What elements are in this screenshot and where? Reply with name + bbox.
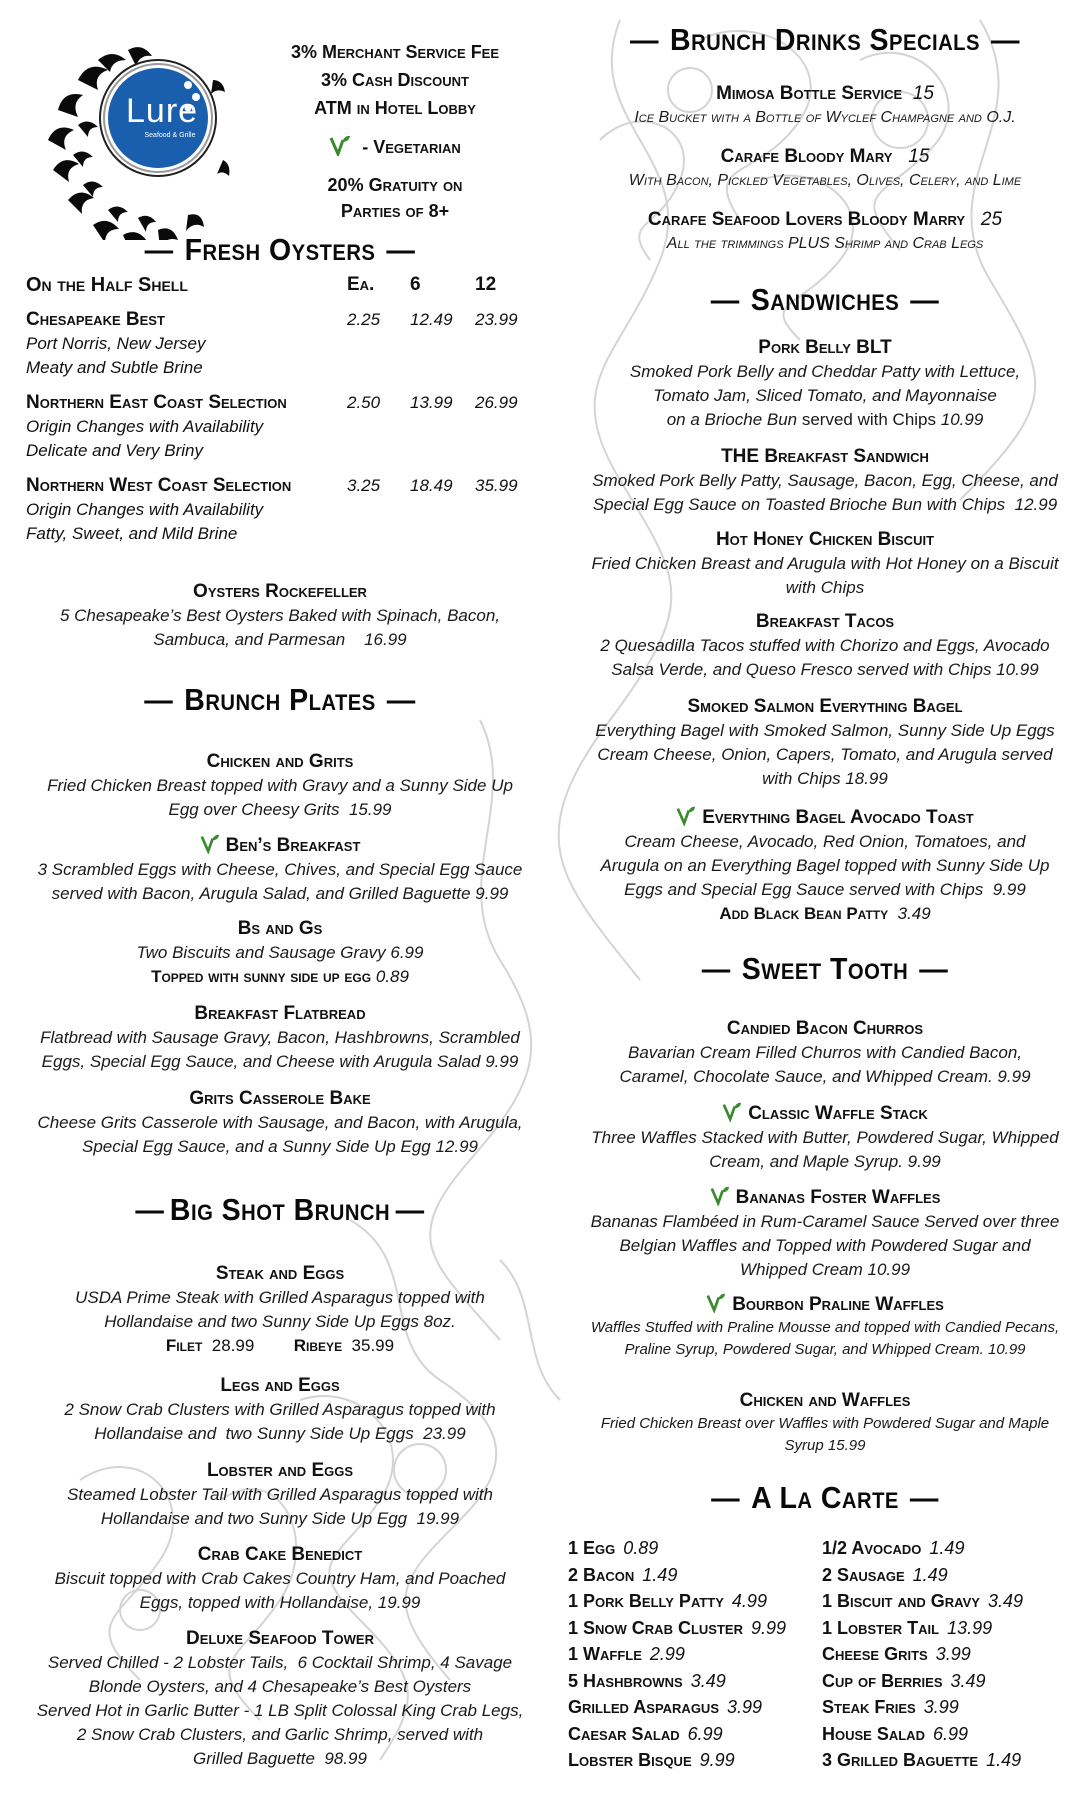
menu-item (10, 1002, 550, 1074)
item-price: 3.49 (950, 1670, 986, 1691)
a-la-carte-item (568, 1747, 786, 1774)
a-la-carte-item (568, 1615, 786, 1642)
restaurant-logo (38, 40, 238, 240)
item-name: Cup of Berries (822, 1670, 943, 1691)
item-price: 15 (908, 146, 930, 167)
item-name: Deluxe Seafood Tower (186, 1628, 374, 1649)
item-desc: Three Waffles Stacked with Butter, Powdered Sugar, Whipped (591, 1128, 1059, 1147)
gratuity-notice-line2: Parties of 8+ (340, 201, 450, 221)
item-desc: Special Egg Sauce, and a Sunny Side Up Egg 12.99 (81, 1137, 478, 1156)
section-title-text: Big Shot Brunch (169, 1192, 391, 1227)
item-price: 6.99 (687, 1723, 723, 1744)
item-name: 1 Egg (568, 1538, 616, 1558)
section-title-fresh-oysters (22, 232, 537, 268)
item-name: Carafe Bloody Mary (720, 146, 893, 167)
item-price: 3.49 (987, 1591, 1023, 1611)
item-name: Chicken and Grits (206, 751, 354, 772)
item-name: Lobster Bisque (568, 1750, 692, 1770)
menu-item (560, 1389, 1090, 1457)
vegetarian-icon (200, 832, 220, 854)
item-desc: Blonde Oysters, and 4 Chesapeake’s Best Oysters (88, 1677, 472, 1696)
item-price: 3.99 (935, 1644, 971, 1664)
section-title-brunch-plates (22, 682, 537, 718)
dash: — (144, 682, 174, 717)
option-price: 28.99 (211, 1336, 255, 1355)
section-title-sweet-tooth (581, 951, 1069, 987)
dash: — (144, 232, 174, 267)
item-price: 1.49 (929, 1538, 965, 1558)
item-name: House Salad (822, 1723, 925, 1744)
item-price: 2.99 (649, 1644, 685, 1664)
notices (250, 40, 540, 223)
option-price: 35.99 (351, 1336, 395, 1355)
item-desc: Praline Syrup, Powdered Sugar, and Whipped Cream. 10.99 (624, 1341, 1026, 1358)
atm-notice: ATM in Hotel Lobby (314, 98, 476, 118)
a-la-carte-item (822, 1562, 1023, 1589)
item-desc: All the trimmings PLUS Shrimp and Crab Legs (666, 235, 984, 252)
oyster-header-twelve: 12 (475, 274, 497, 295)
oyster-table-header (26, 273, 546, 297)
oyster-price-each: 2.25 (347, 310, 381, 329)
item-price: 9.99 (750, 1617, 786, 1638)
item-name-row (570, 82, 1080, 106)
item-name: 3 Grilled Baguette (822, 1750, 979, 1770)
item-desc: with Chips (785, 578, 865, 597)
item-desc: Caramel, Chocolate Sauce, and Whipped Cream. 9.99 (619, 1067, 1031, 1086)
dash: — (386, 682, 416, 717)
item-price: 10.99 (936, 410, 984, 429)
oyster-flavor: Delicate and Very Briny (26, 441, 204, 460)
oyster-price-each: 3.25 (347, 476, 381, 495)
item-name: Legs and Eggs (220, 1375, 340, 1396)
item-price: 0.89 (623, 1538, 659, 1558)
item-name: 5 Hashbrowns (568, 1670, 683, 1691)
menu-item (10, 1543, 550, 1615)
dash: — (991, 22, 1020, 57)
item-desc: Hollandaise and two Sunny Side Up Eggs 23.99 (94, 1424, 466, 1443)
item-name: Grits Casserole Bake (189, 1088, 371, 1109)
section-title-sandwiches (581, 282, 1069, 318)
item-desc: 5 Chesapeake’s Best Oysters Baked with Spinach, Bacon, (59, 606, 501, 625)
dash: — (909, 1480, 939, 1515)
item-name: 1 Pork Belly Patty (568, 1591, 724, 1611)
item-desc: served with Bacon, Arugula Salad, and Grilled Baguette 9.99 (51, 884, 509, 903)
item-name: 1 Snow Crab Cluster (568, 1617, 743, 1638)
item-name-row (570, 208, 1080, 232)
item-name: Bananas Foster Waffles (735, 1187, 941, 1208)
a-la-carte-item (822, 1588, 1023, 1615)
item-desc: Fried Chicken Breast and Arugula with Hot Honey on a Biscuit (591, 554, 1059, 573)
a-la-carte-item (568, 1721, 786, 1748)
a-la-carte-item (822, 1747, 1023, 1774)
dash: — (711, 1480, 741, 1515)
oyster-row (26, 308, 546, 380)
item-price: 3.99 (923, 1697, 959, 1717)
oyster-name: Chesapeake Best (26, 309, 165, 330)
a-la-carte-right-list (822, 1535, 1023, 1774)
option-label: Filet (165, 1336, 203, 1355)
item-name: Breakfast Tacos (755, 611, 895, 632)
item-price: 9.99 (699, 1750, 735, 1770)
item-name-row (560, 1291, 1090, 1317)
section-title-text: Fresh Oysters (184, 232, 376, 267)
item-name: Carafe Seafood Lovers Bloody Marry (647, 209, 966, 230)
oyster-row (26, 474, 546, 546)
item-desc: Arugula on an Everything Bagel topped with Sunny Side Up (600, 856, 1050, 875)
menu-item (10, 1374, 550, 1446)
item-desc: Flatbread with Sausage Gravy, Bacon, Hashbrowns, Scrambled (40, 1028, 520, 1047)
item-name: Smoked Salmon Everything Bagel (687, 696, 963, 717)
oyster-name: Northern West Coast Selection (26, 475, 292, 496)
a-la-carte-item (822, 1615, 1023, 1642)
item-desc: 2 Snow Crab Clusters, and Garlic Shrimp, served with (76, 1725, 484, 1744)
veg-legend-text: - Vegetarian (362, 137, 461, 157)
item-desc: Cream Cheese, Avocado, Red Onion, Tomatoes, and (624, 832, 1026, 851)
item-desc: Fried Chicken Breast over Waffles with Powdered Sugar and Maple (600, 1415, 1050, 1432)
logo-text: Lure (126, 92, 199, 130)
item-desc: Syrup 15.99 (784, 1437, 866, 1454)
oyster-origin: Origin Changes with Availability (26, 500, 264, 519)
item-desc: Smoked Pork Belly and Cheddar Patty with Lettuce, (629, 362, 1021, 381)
item-desc: 2 Quesadilla Tacos stuffed with Chorizo and Eggs, Avocado (600, 636, 1050, 655)
item-price: 3.49 (690, 1670, 726, 1691)
item-desc: USDA Prime Steak with Grilled Asparagus topped with (75, 1288, 485, 1307)
oyster-price-twelve: 35.99 (475, 476, 518, 495)
item-desc: Cream, and Maple Syrup. 9.99 (709, 1152, 941, 1171)
item-desc: Cheese Grits Casserole with Sausage, and Bacon, with Arugula, (37, 1113, 523, 1132)
dash: — (701, 951, 731, 986)
oyster-price-twelve: 26.99 (475, 393, 518, 412)
item-options (10, 1334, 550, 1358)
vegetarian-icon (676, 804, 696, 826)
menu-item (10, 750, 550, 822)
item-name: Bs and Gs (237, 918, 323, 939)
menu-item (570, 445, 1080, 517)
item-desc: Hollandaise and two Sunny Side Up Egg 19.99 (100, 1509, 460, 1528)
item-name-row (570, 1184, 1080, 1210)
item-name: Oysters Rockefeller (193, 581, 367, 602)
oyster-price-six: 13.99 (410, 393, 453, 412)
option-label: Ribeye (293, 1336, 343, 1355)
vegetarian-icon (722, 1100, 742, 1122)
a-la-carte-item (568, 1588, 786, 1615)
a-la-carte-item (822, 1641, 1023, 1668)
drink-item (570, 145, 1080, 193)
a-la-carte-item (822, 1721, 1023, 1748)
section-title-text: Sweet Tooth (741, 951, 909, 986)
menu-item (570, 610, 1080, 682)
item-name: 1 Biscuit and Gravy (822, 1591, 980, 1611)
dash: — (910, 282, 940, 317)
veg-legend (250, 134, 540, 159)
item-desc-last (570, 408, 1080, 432)
oyster-price-each: 2.50 (347, 393, 381, 412)
desc-part: served with Chips (797, 410, 937, 429)
item-price: 13.99 (947, 1617, 993, 1638)
item-desc: Served Hot in Garlic Butter - 1 LB Split Colossal King Crab Legs, (36, 1701, 524, 1720)
item-desc: Tomato Jam, Sliced Tomato, and Mayonnaise (653, 386, 997, 405)
item-price: 6.99 (932, 1723, 968, 1744)
menu-item (570, 804, 1080, 926)
item-desc: Salsa Verde, and Queso Fresco served with Chips 10.99 (611, 660, 1039, 679)
item-price: 3.99 (727, 1697, 763, 1717)
menu-item (10, 917, 550, 989)
item-name: Breakfast Flatbread (194, 1003, 366, 1024)
item-desc: 2 Snow Crab Clusters with Grilled Asparagus topped with (64, 1400, 496, 1419)
item-desc: Hollandaise and two Sunny Side Up Eggs 8oz. (104, 1312, 456, 1331)
item-desc: Biscuit topped with Crab Cakes Country Ham, and Poached (54, 1569, 506, 1588)
oyster-origin: Port Norris, New Jersey (26, 334, 206, 353)
item-name: 2 Sausage (822, 1564, 905, 1585)
item-price: 1.49 (642, 1564, 678, 1585)
item-name-row (570, 804, 1080, 830)
drink-item (570, 208, 1080, 256)
item-desc: Bananas Flambéed in Rum-Caramel Sauce Served over three (590, 1212, 1060, 1231)
item-name: Crab Cake Benedict (197, 1544, 363, 1565)
item-addon (10, 965, 550, 989)
vegetarian-icon (329, 134, 351, 156)
oyster-origin: Origin Changes with Availability (26, 417, 264, 436)
a-la-carte-item (568, 1562, 786, 1589)
oyster-name: Northern East Coast Selection (26, 392, 287, 413)
section-title-brunch-drinks (581, 22, 1069, 58)
a-la-carte-item (568, 1668, 786, 1695)
menu-item (560, 1291, 1090, 1361)
drink-item (570, 82, 1080, 130)
item-name: Pork Belly BLT (758, 337, 892, 358)
oyster-row (26, 391, 546, 463)
item-name-row (570, 1100, 1080, 1126)
item-desc: With Bacon, Pickled Vegetables, Olives, Celery, and Lime (628, 172, 1022, 189)
section-title-text: A La Carte (751, 1480, 899, 1515)
item-name: Classic Waffle Stack (748, 1103, 928, 1124)
item-name: 1 Waffle (568, 1644, 642, 1664)
dash: — (135, 1192, 165, 1227)
section-title-text: Brunch Drinks Specials (670, 22, 980, 57)
item-desc: Eggs, topped with Hollandaise, 19.99 (139, 1593, 421, 1612)
addon-price: 3.49 (897, 904, 931, 923)
item-desc: Smoked Pork Belly Patty, Sausage, Bacon, Egg, Cheese, and (592, 471, 1058, 490)
oyster-header-label: On the Half Shell (26, 274, 188, 296)
item-desc: Served Chilled - 2 Lobster Tails, 6 Cocktail Shrimp, 4 Savage (47, 1653, 513, 1672)
menu-item (570, 1017, 1080, 1089)
item-name: Candied Bacon Churros (726, 1018, 924, 1039)
cash-discount-notice: 3% Cash Discount (321, 70, 469, 90)
item-name: Cheese Grits (822, 1644, 928, 1664)
item-desc: Everything Bagel with Smoked Salmon, Sunny Side Up Eggs (595, 721, 1055, 740)
desc-part: on a Brioche Bun (666, 410, 798, 429)
item-name: 1/2 Avocado (822, 1538, 922, 1558)
vegetarian-icon (706, 1291, 726, 1313)
item-desc: Eggs and Special Egg Sauce served with Chips 9.99 (624, 880, 1026, 899)
item-name: Steak and Eggs (215, 1263, 345, 1284)
a-la-carte-item (822, 1694, 1023, 1721)
menu-item (570, 336, 1080, 432)
item-name: Grilled Asparagus (568, 1697, 719, 1717)
item-addon (570, 902, 1080, 926)
oyster-flavor: Meaty and Subtle Brine (26, 358, 203, 377)
oyster-price-six: 12.49 (410, 310, 453, 329)
item-name: Chicken and Waffles (739, 1390, 911, 1411)
item-price: 1.49 (986, 1750, 1022, 1770)
item-name: Caesar Salad (568, 1723, 680, 1744)
a-la-carte-left-list (568, 1535, 786, 1774)
item-name: Mimosa Bottle Service (716, 83, 903, 104)
oyster-price-twelve: 23.99 (475, 310, 518, 329)
item-desc: Grilled Baguette 98.99 (193, 1749, 367, 1768)
item-name: 2 Bacon (568, 1564, 635, 1585)
menu-item (570, 528, 1080, 600)
dash: — (710, 282, 740, 317)
section-title-big-shot-brunch (22, 1192, 537, 1228)
a-la-carte-item (568, 1641, 786, 1668)
item-desc: Two Biscuits and Sausage Gravy 6.99 (136, 943, 424, 962)
merchant-fee-notice: 3% Merchant Service Fee (290, 42, 500, 62)
dash: — (919, 951, 949, 986)
oyster-header-six: 6 (410, 274, 421, 295)
gratuity-notice-line1: 20% Gratuity on (327, 175, 463, 195)
menu-item (10, 1262, 550, 1358)
item-desc: Steamed Lobster Tail with Grilled Asparagus topped with (67, 1485, 493, 1504)
menu-item (570, 695, 1080, 791)
oyster-header-each: Ea. (347, 274, 375, 295)
item-name-row (10, 832, 550, 858)
item-desc: with Chips 18.99 (762, 769, 888, 788)
addon-label: Add Black Bean Patty (719, 904, 889, 923)
item-desc: Bavarian Cream Filled Churros with Candied Bacon, (627, 1043, 1022, 1062)
item-desc: Eggs, Special Egg Sauce, and Cheese with Arugula Salad 9.99 (41, 1052, 519, 1071)
item-name: THE Breakfast Sandwich (721, 446, 929, 467)
item-desc: Ice Bucket with a Bottle of Wyclef Champagne and O.J. (634, 109, 1016, 126)
item-desc: Sambuca, and Parmesan 16.99 (153, 630, 407, 649)
addon-price: 0.89 (375, 967, 409, 986)
a-la-carte-item (822, 1535, 1023, 1562)
item-name: Lobster and Eggs (206, 1460, 354, 1481)
item-name: Everything Bagel Avocado Toast (702, 807, 974, 828)
dash: — (395, 1192, 425, 1227)
dash: — (386, 232, 416, 267)
item-desc: Egg over Cheesy Grits 15.99 (168, 800, 392, 819)
item-price: 15 (912, 83, 934, 104)
addon-label: Topped with sunny side up egg (151, 967, 372, 986)
item-price: 25 (980, 209, 1003, 230)
menu-item (570, 1100, 1080, 1174)
item-desc: Fried Chicken Breast topped with Gravy and a Sunny Side Up (47, 776, 513, 795)
item-name: Ben’s Breakfast (225, 835, 361, 856)
item-desc: 3 Scrambled Eggs with Cheese, Chives, and Special Egg Sauce (37, 860, 523, 879)
a-la-carte-item (822, 1668, 1023, 1695)
oyster-flavor: Fatty, Sweet, and Mild Brine (26, 524, 238, 543)
a-la-carte-item (568, 1694, 786, 1721)
item-name-row (570, 145, 1080, 169)
item-name: Hot Honey Chicken Biscuit (715, 529, 935, 550)
logo-subtitle: Seafood & Grille (144, 132, 196, 139)
item-desc: Cream Cheese, Onion, Capers, Tomato, and Arugula served (597, 745, 1053, 764)
item-name: Steak Fries (822, 1697, 916, 1717)
menu-item (10, 1459, 550, 1531)
vegetarian-icon (710, 1184, 730, 1206)
menu-item (10, 1087, 550, 1159)
dash: — (629, 22, 659, 57)
item-desc: Belgian Waffles and Topped with Powdered Sugar and (619, 1236, 1031, 1255)
menu-item (10, 1627, 550, 1771)
section-title-a-la-carte (581, 1480, 1069, 1516)
menu-item (570, 1184, 1080, 1282)
menu-item-oysters-rockefeller (10, 580, 550, 652)
a-la-carte-item (568, 1535, 786, 1562)
oyster-price-six: 18.49 (410, 476, 453, 495)
item-desc: Special Egg Sauce on Toasted Brioche Bun with Chips 12.99 (592, 495, 1058, 514)
menu-item (10, 832, 550, 906)
item-price: 4.99 (731, 1591, 767, 1611)
item-desc: Waffles Stuffed with Praline Mousse and topped with Candied Pecans, (590, 1319, 1060, 1336)
section-title-text: Sandwiches (750, 282, 900, 317)
section-title-text: Brunch Plates (184, 682, 376, 717)
item-name: 1 Lobster Tail (822, 1617, 940, 1638)
item-price: 1.49 (912, 1564, 948, 1585)
item-name: Bourbon Praline Waffles (732, 1294, 944, 1315)
item-desc: Whipped Cream 10.99 (739, 1260, 911, 1279)
